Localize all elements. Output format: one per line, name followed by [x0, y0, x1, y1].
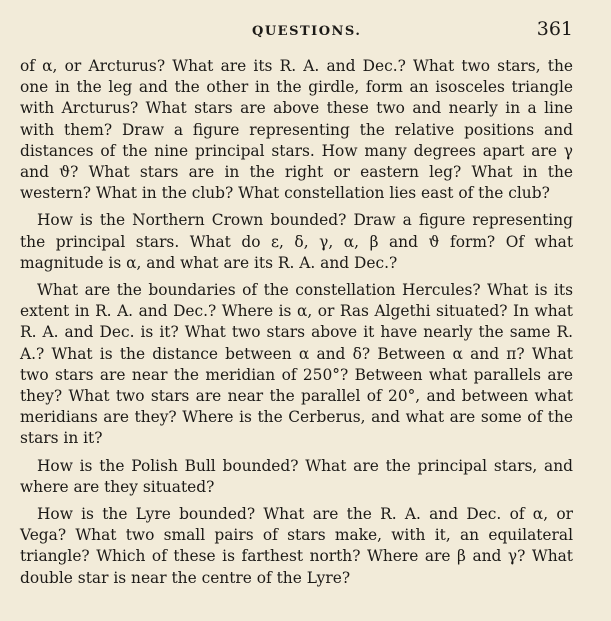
page-number: 361	[536, 18, 573, 40]
running-head: QUESTIONS.	[252, 24, 362, 39]
paragraph-lyre: How is the Lyre bounded? What are the R. A. and Dec. of α, or Vega? What two small pairs of stars make, with it, an equilateral triangle? Which of these is farthest north? Where are β and γ? What double star is near the centre of the Lyre?	[20, 505, 573, 587]
page-body	[20, 56, 573, 589]
paragraph-hercules: What are the boundaries of the constellation Hercules? What is its extent in R. A. and Dec.? Where is α, or Ras Algethi situated? In what R. A. and Dec. is it? What two stars above it have nearly the same R. A.? What is the distance between α and δ? Between α and π? What two stars are near the meridian of 250°? Between what parallels are they? What two stars are near the parallel of 20°, and between what meridians are they? Where is the Cerberus, and what are some of the stars in it?	[20, 281, 573, 448]
paragraph-northern-crown: How is the Northern Crown bounded? Draw a figure representing the principal stars. What do ε, δ, γ, α, β and ϑ form? Of what magnitude is α, and what are its R. A. and Dec.?	[20, 211, 573, 272]
page-header	[20, 0, 573, 56]
paragraph-bootes-continued: of α, or Arcturus? What are its R. A. and Dec.? What two stars, the one in the leg and the other in the girdle, form an isosceles triangle with Arcturus? What stars are above these two and nearly in a line with them? Draw a figure representing the relative positions and distances of the nine principal stars. How many degrees apart are γ and ϑ? What stars are in the right or eastern leg? What in the western? What in the club? What constellation lies east of the club?	[20, 57, 573, 203]
paragraph-polish-bull: How is the Polish Bull bounded? What are the principal stars, and where are they situated?	[20, 456, 573, 496]
